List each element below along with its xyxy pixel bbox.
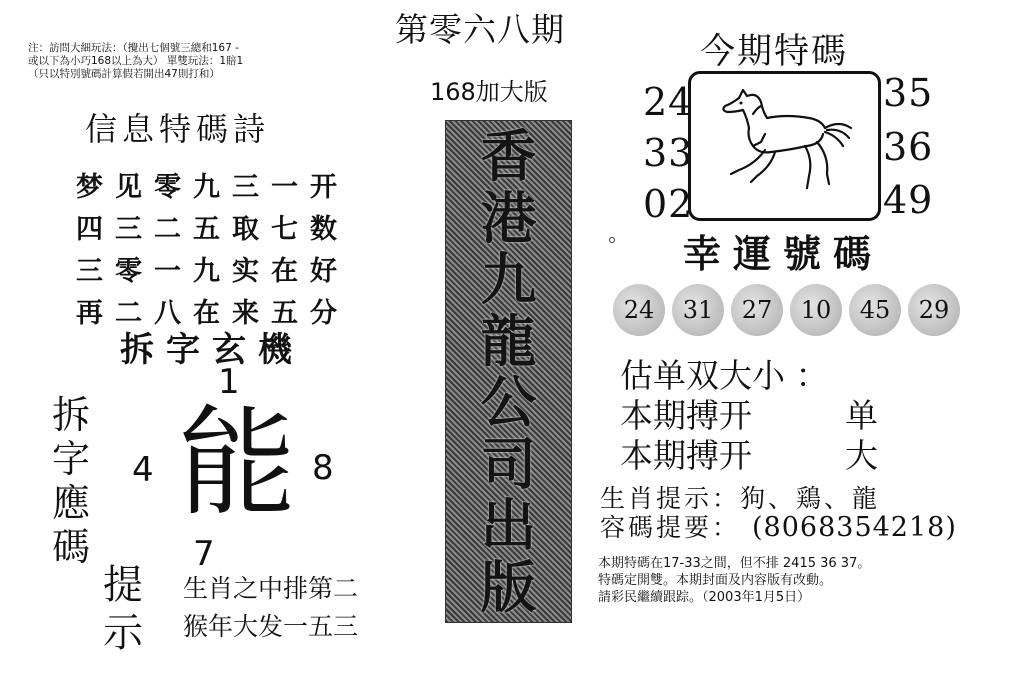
poem-char: 零 <box>115 256 142 287</box>
poem-title: 信息特碼詩 <box>85 110 271 148</box>
guess-row <box>620 436 878 476</box>
poem <box>70 165 343 333</box>
riddle-number-bottom: 7 <box>193 534 215 574</box>
guess-row <box>620 396 878 436</box>
tips-label: 容碼提要： <box>600 513 741 542</box>
poem-char: 在 <box>271 256 298 287</box>
guess-row-label: 本期搏开 <box>620 396 752 435</box>
lucky-ball: 45 <box>849 284 901 336</box>
riddle-title: 拆字玄機 <box>120 330 304 370</box>
vertical-banner <box>445 120 572 623</box>
lucky-ball: 24 <box>613 284 665 336</box>
special-number: 24 <box>643 80 694 124</box>
poem-char: 零 <box>154 172 181 203</box>
riddle-vertical-label: 拆字應碼 <box>52 393 91 569</box>
lucky-balls <box>613 284 967 336</box>
hint-line: 猴年大发一五三 <box>183 612 359 641</box>
poem-char: 见 <box>115 172 142 203</box>
guess-title: 估单双大小 ： <box>620 356 829 395</box>
footer-line: 本期特碼在17-33之間，但不排 2415 36 37。 <box>598 556 871 571</box>
banner-char: 司 <box>480 431 537 498</box>
poem-char: 来 <box>232 298 259 329</box>
phone-number: (8068354218) <box>752 512 957 543</box>
rules-note <box>28 42 358 81</box>
poem-char: 五 <box>271 298 298 329</box>
horse-icon <box>717 84 857 209</box>
note-line: （只以特別號碼計算假若開出47則打和） <box>28 68 220 80</box>
guess-section <box>620 356 878 476</box>
riddle-big-character: 能 <box>178 394 297 532</box>
poem-row <box>70 249 343 291</box>
riddle-number-top: 1 <box>218 362 240 402</box>
poem-char: 取 <box>232 214 259 245</box>
lucky-ball: 31 <box>672 284 724 336</box>
poem-char: 一 <box>154 256 181 287</box>
riddle-number-right: 8 <box>312 448 334 488</box>
special-number: 49 <box>883 178 934 222</box>
poem-char: 四 <box>76 214 103 245</box>
note-line: 或以下為小巧168以上為大） 單雙玩法：1賠1 <box>28 55 244 67</box>
guess-row-value: 大 <box>845 436 878 475</box>
banner-char: 版 <box>480 554 537 621</box>
lucky-numbers-title: 幸運號碼 <box>683 231 884 276</box>
edition-label: 168加大版 <box>430 78 548 106</box>
zodiac-tip: 生肖提示：狗、鶏、龍 <box>600 484 881 513</box>
special-number: 33 <box>643 131 694 175</box>
guess-row-value: 单 <box>845 396 878 435</box>
banner-char: 龍 <box>480 308 537 375</box>
lucky-ball: 29 <box>908 284 960 336</box>
poem-char: 再 <box>76 298 103 329</box>
special-number: 02 <box>643 182 694 226</box>
poem-char: 二 <box>115 298 142 329</box>
banner-char: 公 <box>480 370 537 436</box>
poem-char: 九 <box>193 172 220 203</box>
hint-label: 提示 <box>103 562 143 656</box>
footer-notes <box>598 555 870 606</box>
special-code-title: 今期特碼 <box>700 32 849 72</box>
hint-lines <box>183 570 358 646</box>
note-line: 注：訪問大細玩法：（攪出七個號三總和167 - <box>28 42 239 54</box>
poem-char: 实 <box>232 256 259 287</box>
poem-row <box>70 165 343 207</box>
banner-char: 香 <box>480 124 537 190</box>
poem-char: 五 <box>193 214 220 245</box>
poem-char: 三 <box>115 214 142 245</box>
poem-char: 一 <box>271 172 298 203</box>
banner-char: 九 <box>480 247 537 313</box>
horse-image-frame <box>688 71 881 221</box>
riddle-number-left: 4 <box>132 450 154 490</box>
lucky-ball: 10 <box>790 284 842 336</box>
hint-line: 生肖之中排第二 <box>183 574 359 603</box>
banner-char: 港 <box>480 185 537 252</box>
decorative-dot <box>609 237 615 243</box>
poem-char: 在 <box>193 298 220 329</box>
poem-char: 八 <box>154 298 181 329</box>
banner-text <box>446 124 571 621</box>
poem-char: 三 <box>232 172 259 203</box>
poem-char: 二 <box>154 214 181 245</box>
poem-char: 梦 <box>76 172 103 203</box>
poem-row <box>70 207 343 249</box>
special-number: 36 <box>883 125 934 169</box>
poem-char: 七 <box>271 214 298 245</box>
poem-char: 开 <box>310 172 337 203</box>
tips-line <box>600 508 957 544</box>
issue-title: 第零六八期 <box>395 10 565 49</box>
footer-line: 請彩民繼續跟踪。（2003年1月5日） <box>598 590 811 605</box>
guess-row-label: 本期搏开 <box>620 436 752 475</box>
special-number: 35 <box>883 71 934 115</box>
poem-char: 数 <box>310 214 337 245</box>
banner-char: 出 <box>480 493 537 559</box>
footer-line: 特碼定開雙。本期封面及内容版有改動。 <box>598 573 833 588</box>
lucky-ball: 27 <box>731 284 783 336</box>
poem-char: 三 <box>76 256 103 287</box>
poem-char: 好 <box>310 256 337 287</box>
poem-char: 九 <box>193 256 220 287</box>
poem-char: 分 <box>310 298 337 329</box>
